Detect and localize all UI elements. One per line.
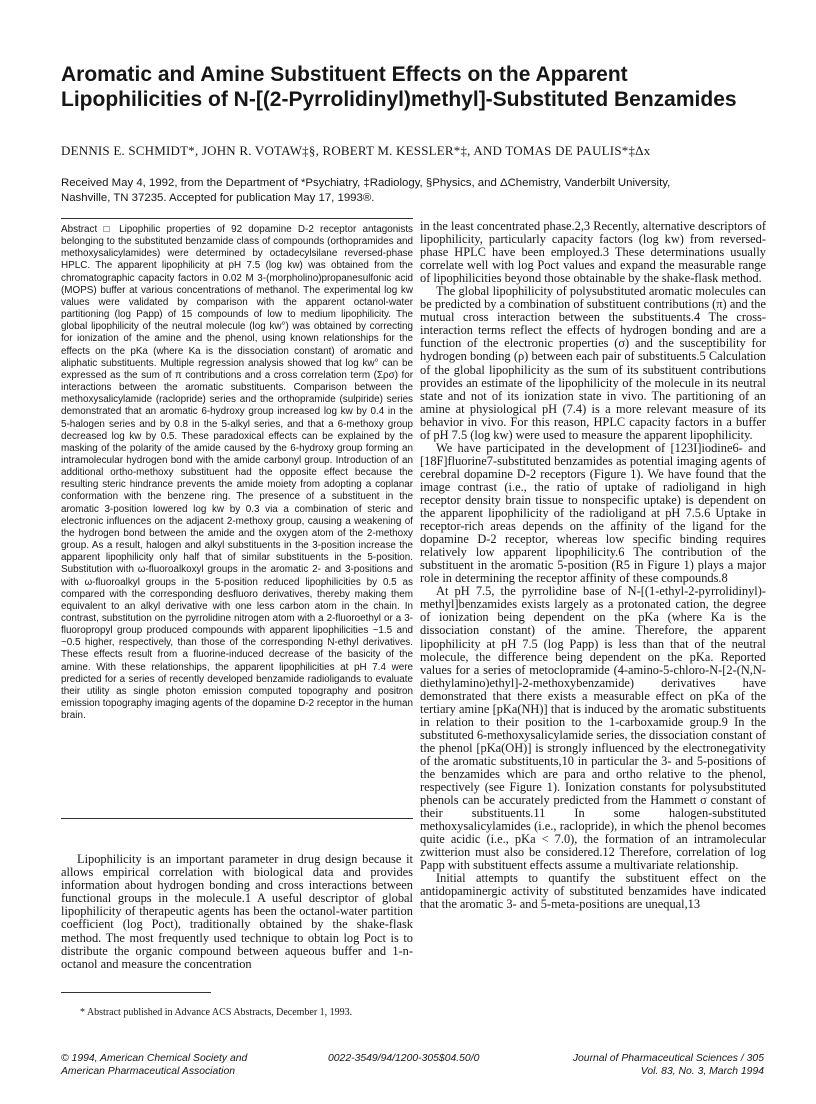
author-list: DENNIS E. SCHMIDT*, JOHN R. VOTAW‡§, ROBERT M. KESSLER*‡, AND TOMAS DE PAULIS*‡Δx	[61, 143, 651, 158]
footnote: * Abstract published in Advance ACS Abstracts, December 1, 1993.	[80, 1007, 353, 1018]
abstract-block	[61, 224, 413, 722]
left-column-body	[61, 853, 413, 981]
footnote-rule	[61, 992, 211, 993]
abstract-bottom-rule	[61, 818, 413, 819]
paragraph-initial-attempts: Initial attempts to quantify the substituent effect on the antidopaminergic activity of substituted benzamides have indicated that the aromatic 3- and 5-meta-positions are unequal,13	[420, 871, 766, 912]
abstract-text: Abstract □ Lipophilic properties of 92 dopamine D-2 receptor antagonists belonging to the substituted benzamide class of compounds (orthopramides and methoxysalicylamides) were determined by octadecylsilane reversed-phase HPLC. The apparent lipophilicity at pH 7.5 (log kw) was obtained from the chromatographic capacity factors in 0.02 M 3-(morpholino)propanesulfonic acid (MOPS) buffer at various concentrations of methanol. The experimental log kw values were validated by comparison with the apparent octanol-water partitioning (log Papp) of 15 compounds of low to medium lipophilicity. The global lipophilicity of the neutral molecule (log kw°) was obtained by correcting for ionization of the amine and the phenol, using known relationships for the effects on the pKa (where Ka is the dissociation constant) of aromatic and aliphatic substituents. Multiple regression analysis showed that log kw° can be expressed as the sum of π contributions and a cross correlation term (Σρσ) for interactions between the aromatic substituents. Comparison between the methoxysalicylamide (raclopride) series and the orthopramide (sulpiride) series demonstrated that an aromatic 6-hydroxy group increased log kw by 0.4 in the 5-halogen series and by 0.8 in the 5-alkyl series, and that a 6-methoxy group decreased log kw by 0.5. These paradoxical effects can be explained by the masking of the polarity of the amide caused by the 6-hydroxy group forming an intramolecular hydrogen bond with the amide carbonyl group. Introduction of an additional ortho-methoxy substituent had the opposite effect because the resulting steric hindrance prevents the amide moiety from adopting a coplanar conformation with the benzene ring. The presence of a substituent in the aromatic 3-position lowered log kw by 0.3 via a combination of steric and electronic influences on the adjacent 2-methoxy group, causing a weakening of the hydrogen bond between the amide and the oxygen atom of the 2-methoxy group. As a result, halogen and alkyl substituents in the 3-position increase the apparent lipophilicity only half that of similar substituents in the 5-position. Substitution with ω-fluoroalkoxyl groups in the aromatic 2- and 3-positions and with ω-fluoroalkyl groups in the 5-position reduced lipophilicities by 0.5 as compared with the corresponding desfluoro derivatives, thereby making them equivalent to an alkyl derivative with one less carbon atom in the chain. In contrast, substitution on the pyrrolidine nitrogen atom with a 2-fluoroethyl or a 3-fluoropropyl group produced compounds with apparent lipophilicities ~1.5 and ~0.5 higher, respectively, than those of the corresponding N-ethyl derivatives. These effects result from a fluorine-induced decrease of the basicity of the amine. With these relationships, the apparent lipophilicities at pH 7.4 were predicted for a series of recently developed benzamide radioligands to evaluate their utility as single photon emission computed topography and positron emission topography imaging agents of the dopamine D-2 receptor in the human brain.	[61, 224, 413, 722]
paragraph-continuation: in the least concentrated phase.2,3 Recently, alternative descriptors of lipophilicity, particularly capacity factors (log kw) from reversed-phase HPLC have been employed.3 These determinations usually correlate well with log Poct values and expand the measurable range of lipophilicities beyond those obtainable by the shake-flask method.	[420, 219, 766, 286]
received-line-1: Received May 4, 1992, from the Department of *Psychiatry, ‡Radiology, §Physics, and ΔChemistry, Vanderbilt University,	[61, 177, 671, 189]
paragraph-radioligands: We have participated in the development of [123I]iodine6- and [18F]fluorine7-substituted benzamides as potential imaging agents of cerebral dopamine D-2 receptors (Figure 1). We have found that the image contrast (i.e., the ratio of uptake of radioligand in high receptor density brain tissue to nonspecific uptake) is dependent on the apparent lipophilicity of the radioligand at pH 7.5.6 Uptake in receptor-rich areas depends on the affinity of the ligand for the dopamine D-2 receptor, whereas low specific binding requires relatively low apparent lipophilicity.6 The contribution of the substituent in the aromatic 5-position (R5 in Figure 1) plays a major role in determining the receptor affinity of these compounds.8	[420, 440, 766, 586]
intro-paragraph: Lipophilicity is an important parameter in drug design because it allows empirical correlation with biological data and provides information about hydrogen bonding and cross interactions between functional groups in the molecule.1 A useful descriptor of global lipophilicity of therapeutic agents has been the octanol-water partition coefficient (log Poct), traditionally obtained by the shake-flask method. The most frequently used technique to obtain log Poct is to distribute the organic compound between aqueous buffer and 1-n-octanol and measure the concentration	[61, 852, 413, 971]
paragraph-ionization: At pH 7.5, the pyrrolidine base of N-[(1-ethyl-2-pyrrolidinyl)-methyl]benzamides exists largely as a protonated cation, the degree of ionization being dependent on the pKa (where Ka is the dissociation constant) of the amine. Therefore, the apparent lipophilicity at pH 7.5 (log Papp) is less than that of the neutral molecule, the difference being dependent on the pKa. Reported values for a series of metoclopramide (4-amino-5-chloro-N-[2-(N,N-diethylamino)ethyl]-2-methoxybenzamide) derivatives have demonstrated that there exists a measurable effect on pKa of the tertiary amine [pKa(NH)] that is induced by the aromatic substituents in relation to their position to the 1-carboxamide group.9 In the substituted 6-methoxysalicylamide series, the dissociation constant of the phenol [pKa(OH)] is strongly influenced by the electronegativity of the aromatic substituents,10 in particular the 3- and 5-positions of the benzamides which are para and ortho relative to the phenol, respectively (see Figure 1). Ionization constants for polysubstituted phenols can be accurately predicted from the Hammett σ constant of their substituents.11 In some halogen-substituted methoxysalicylamides (i.e., raclopride), in which the phenol becomes quite acidic (i.e., pKa < 7.0), the formation of an intramolecular zwitterion must also be considered.12 Therefore, correlation of log Papp with substituent effects assume a multivariate relationship.	[420, 584, 766, 873]
received-info	[61, 176, 761, 206]
footer-journal	[530, 1052, 764, 1078]
footer-journal-line-1: Journal of Pharmaceutical Sciences / 305	[572, 1053, 764, 1064]
received-line-2: Nashville, TN 37235. Accepted for publication May 17, 1993®.	[61, 192, 375, 204]
right-column-body	[420, 220, 766, 1040]
article-title: Aromatic and Amine Substituent Effects on the Apparent Lipophilicities of N-[(2-Pyrrolidinyl)methyl]-Substituted Benzamides	[61, 63, 737, 111]
footer-issn: 0022-3549/94/1200-305$04.50/0	[328, 1053, 480, 1064]
paragraph-global-lipophilicity: The global lipophilicity of polysubstituted aromatic molecules can be predicted by a combination of substituent contributions (π) and the mutual cross interaction between the substituents.4 The cross-interaction terms reflect the effects of hydrogen bonding and are a function of the electronic properties (σ) and the susceptibility for hydrogen bonding (ρ) between each pair of substituents.5 Calculation of the global lipophilicity as the sum of its substituent contributions provides an estimate of the lipophilicity of the molecule in its neutral state and not of its ionization state in vivo. The partitioning of an amine at physiological pH (7.4) is a more relevant measure of its behavior in vivo. For this reason, HPLC capacity factors in a buffer of pH 7.5 (log kw) were used to measure the apparent lipophilicity.	[420, 284, 766, 442]
footer-copyright	[61, 1052, 301, 1078]
abstract-top-rule	[61, 218, 413, 219]
footer-copyright-line-1: © 1994, American Chemical Society and	[61, 1053, 248, 1064]
footer-journal-line-2: Vol. 83, No. 3, March 1994	[640, 1066, 764, 1077]
footer-copyright-line-2: American Pharmaceutical Association	[61, 1066, 236, 1077]
